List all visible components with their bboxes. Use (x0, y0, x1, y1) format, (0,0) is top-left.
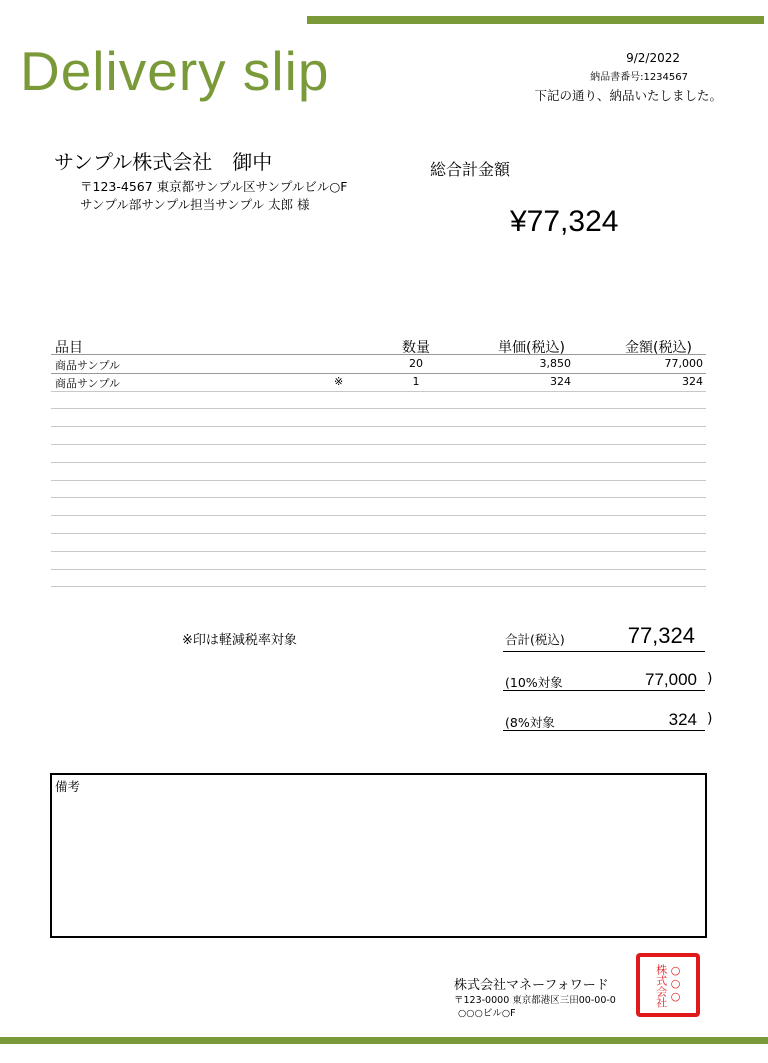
recipient-company: サンプル株式会社 御中 (54, 150, 273, 174)
row-item: 商品サンプル (55, 359, 121, 372)
document-title: Delivery slip (20, 40, 330, 102)
row-unit-price: 3,850 (539, 357, 571, 370)
summary-8-row (503, 710, 705, 731)
remarks-label: 備考 (55, 779, 81, 794)
company-seal-text: ○○○ 株式会社 (654, 964, 682, 1008)
summary-total-label: 合計(税込) (505, 632, 565, 647)
header-item: 品目 (55, 340, 83, 356)
table-row (51, 426, 706, 445)
slip-number: 納品書番号:1234567 (590, 72, 688, 83)
top-accent-bar (307, 16, 764, 24)
summary-total-row (503, 623, 705, 652)
row-amount: 324 (682, 374, 703, 388)
summary-8-value: 324 (668, 710, 697, 729)
table-row (51, 462, 706, 481)
summary-10-close: ) (707, 671, 713, 687)
bottom-accent-bar (0, 1037, 768, 1044)
table-row (51, 373, 706, 392)
header-amount: 金額(税込) (625, 340, 692, 356)
reduced-rate-note: ※印は軽減税率対象 (182, 633, 297, 648)
row-qty: 1 (412, 374, 420, 388)
table-row (51, 444, 706, 463)
row-unit-price: 324 (550, 374, 571, 388)
recipient-contact: サンプル部サンプル担当サンプル 太郎 様 (80, 197, 310, 212)
issue-date: 9/2/2022 (626, 51, 680, 65)
table-row (51, 569, 706, 588)
summary-total-value: 77,324 (627, 623, 695, 648)
remarks-box[interactable] (50, 773, 707, 938)
header-qty: 数量 (402, 340, 430, 356)
row-item: 商品サンプル (55, 376, 121, 390)
delivery-message: 下記の通り、納品いたしました。 (534, 88, 722, 103)
table-row (51, 533, 706, 552)
summary-10-label: (10%対象 (505, 675, 563, 690)
header-unit-price: 単価(税込) (498, 340, 565, 356)
row-amount: 77,000 (664, 357, 703, 370)
summary-10-value: 77,000 (645, 670, 697, 689)
grand-total-amount: ¥77,324 (510, 205, 619, 238)
table-row (51, 355, 706, 374)
row-qty: 20 (409, 357, 423, 370)
table-row (51, 391, 706, 410)
company-seal (636, 953, 700, 1017)
summary-8-label: (8%対象 (505, 715, 555, 730)
table-row (51, 551, 706, 570)
issuer-company: 株式会社マネーフォワード (454, 978, 609, 993)
summary-10-row (503, 670, 705, 691)
recipient-address: 〒123-4567 東京都サンプル区サンプルビル○F (80, 179, 348, 194)
row-mark: ※ (334, 374, 344, 388)
table-row (51, 408, 706, 427)
table-row (51, 515, 706, 534)
issuer-building: ○○○ビル○F (458, 1008, 516, 1019)
grand-total-label: 総合計金額 (430, 160, 511, 179)
table-row (51, 480, 706, 499)
issuer-address: 〒123-0000 東京都港区三田00-00-0 (454, 995, 616, 1006)
table-row (51, 497, 706, 516)
summary-8-close: ) (707, 711, 713, 727)
